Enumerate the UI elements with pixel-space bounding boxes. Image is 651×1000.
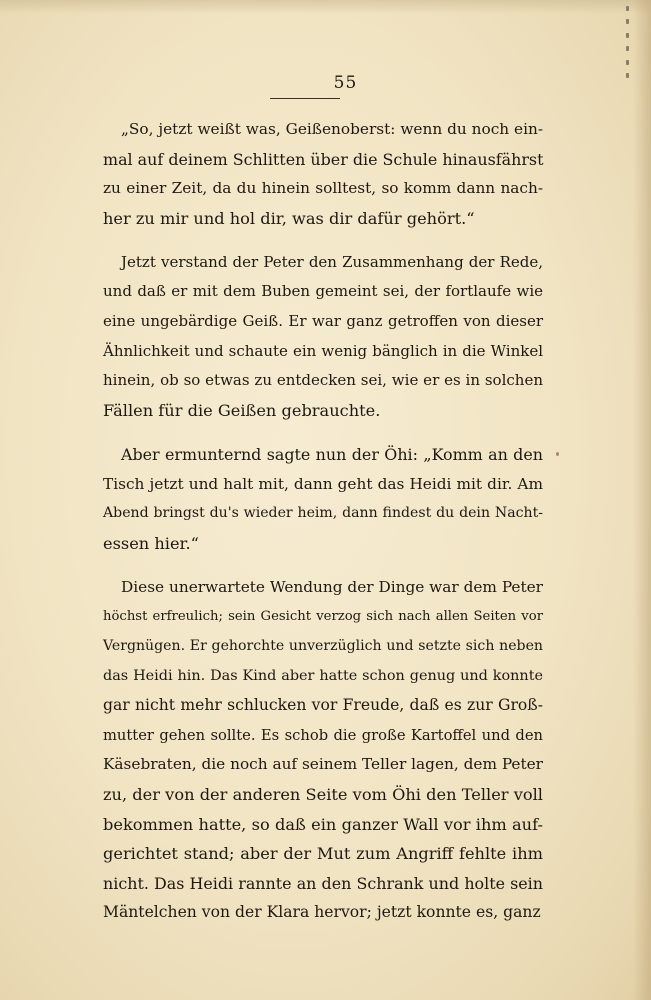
text-line: Mäntelchen von der Klara hervor; jetzt konnte es, ganz <box>103 903 541 922</box>
text-line: nicht. Das Heidi rannte an den Schrank und holte sein <box>103 873 543 893</box>
paragraph <box>103 440 543 558</box>
text-line: eine ungebärdige Geiß. Er war ganz getroffen von dieser <box>103 312 543 331</box>
text-line: Tisch jetzt und halt mit, dann geht das Heidi mit dir. Am <box>103 474 543 493</box>
text-line: Vergnügen. Er gehorchte unverzüglich und setzte sich neben <box>103 638 543 654</box>
text-line: mal auf deinem Schlitten über die Schule hinausfährst <box>103 149 544 169</box>
paper-stain <box>556 452 559 456</box>
paragraph <box>103 248 543 426</box>
text-line: Jetzt verstand der Peter den Zusammenhang der Rede, <box>121 252 543 271</box>
page-number: 55 <box>333 73 358 93</box>
paragraph-gap <box>103 233 543 248</box>
page-edge-shadow <box>633 0 651 1000</box>
paragraph-gap <box>103 558 543 573</box>
text-body <box>103 115 543 928</box>
text-line: Aber ermunternd sagte nun der Öhi: „Komm an den <box>121 444 543 464</box>
text-line: Abend bringst du's wieder heim, dann findest du dein Nacht- <box>103 505 543 522</box>
text-line: her zu mir und hol dir, was dir dafür gehört.“ <box>103 208 475 228</box>
paragraph-gap <box>103 425 543 440</box>
text-line: und daß er mit dem Buben gemeint sei, der fortlaufe wie <box>103 282 543 301</box>
text-line: höchst erfreulich; sein Gesicht verzog sich nach allen Seiten vor <box>103 609 543 625</box>
paragraph <box>103 115 543 233</box>
text-line: hinein, ob so etwas zu entdecken sei, wie er es in solchen <box>103 371 543 390</box>
text-line: bekommen hatte, so daß ein ganzer Wall vor ihm auf- <box>103 814 543 834</box>
margin-pencil-mark <box>625 6 629 78</box>
text-line: essen hier.“ <box>103 533 199 553</box>
text-line: zu, der von der anderen Seite vom Öhi den Teller voll <box>103 784 543 804</box>
text-line: mutter gehen sollte. Es schob die große Kartoffel und den <box>103 726 543 744</box>
text-line: Käsebraten, die noch auf seinem Teller lagen, dem Peter <box>103 755 543 774</box>
paragraph <box>103 573 543 928</box>
text-line: „So, jetzt weißt was, Geißenoberst: wenn du noch ein- <box>121 120 543 138</box>
text-line: gerichtet stand; aber der Mut zum Angriff fehlte ihm <box>103 844 543 864</box>
text-line: gar nicht mehr schlucken vor Freude, daß es zur Groß- <box>103 696 543 715</box>
text-line: Ähnlichkeit und schaute ein wenig bänglich in die Winkel <box>103 341 543 360</box>
text-line: Diese unerwartete Wendung der Dinge war dem Peter <box>121 577 543 596</box>
text-line: zu einer Zeit, da du hinein solltest, so komm dann nach- <box>103 179 543 198</box>
text-line: Fällen für die Geißen gebrauchte. <box>103 400 381 420</box>
page-top-shadow <box>0 0 651 14</box>
text-line: das Heidi hin. Das Kind aber hatte schon genug und konnte <box>103 667 543 684</box>
page-number-rule <box>270 98 340 99</box>
